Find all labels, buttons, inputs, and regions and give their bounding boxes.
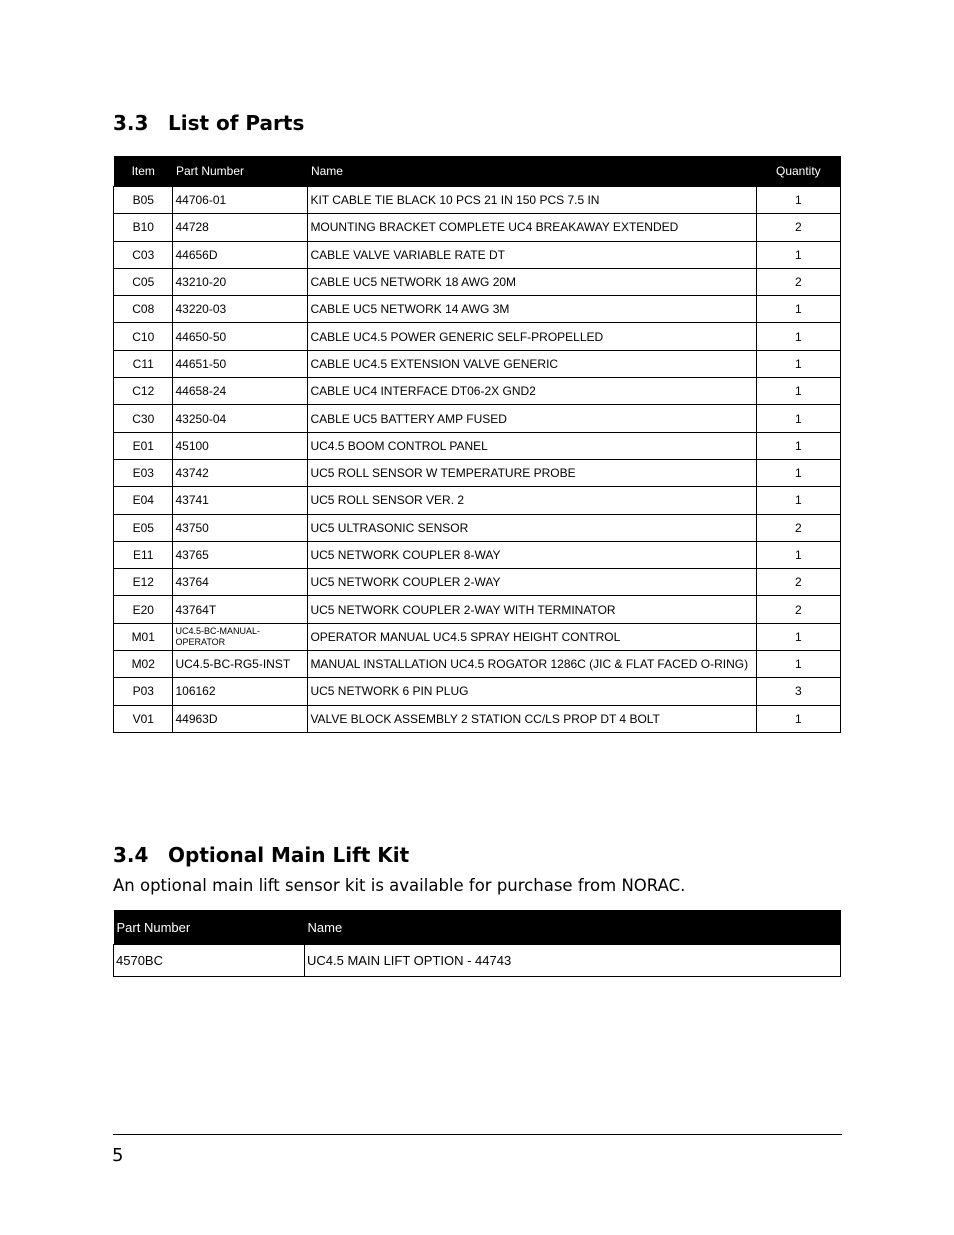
parts-table	[113, 156, 841, 733]
cell-name: CABLE UC5 BATTERY AMP FUSED	[308, 405, 756, 432]
table-row	[114, 241, 841, 268]
table-row	[114, 569, 841, 596]
section-title: List of Parts	[168, 111, 305, 135]
section-number: 3.4	[113, 843, 149, 867]
cell-part-number: 43210-20	[173, 268, 308, 295]
cell-item: V01	[114, 705, 173, 732]
header-name: Name	[308, 156, 756, 187]
cell-item: E20	[114, 596, 173, 623]
cell-part-number: 43750	[173, 514, 308, 541]
header-quantity: Quantity	[756, 156, 840, 187]
cell-quantity: 1	[756, 623, 840, 650]
table-row	[114, 187, 841, 214]
cell-item: C08	[114, 296, 173, 323]
cell-name: CABLE UC4.5 POWER GENERIC SELF-PROPELLED	[308, 323, 756, 350]
cell-quantity: 1	[756, 296, 840, 323]
page-number: 5	[112, 1145, 124, 1166]
header-part-number: Part Number	[114, 910, 305, 945]
table-row	[114, 678, 841, 705]
cell-part-number: 44728	[173, 214, 308, 241]
cell-quantity: 2	[756, 596, 840, 623]
cell-name: UC5 NETWORK COUPLER 2-WAY	[308, 569, 756, 596]
lift-table-body	[114, 945, 841, 977]
cell-name: UC5 NETWORK COUPLER 2-WAY WITH TERMINATOR	[308, 596, 756, 623]
header-part-number: Part Number	[173, 156, 308, 187]
table-row	[114, 378, 841, 405]
cell-name: UC5 NETWORK 6 PIN PLUG	[308, 678, 756, 705]
cell-quantity: 1	[756, 705, 840, 732]
section-heading-list-of-parts	[113, 111, 304, 135]
cell-quantity: 3	[756, 678, 840, 705]
cell-part-number: UC4.5-BC-RG5-INST	[173, 651, 308, 678]
cell-quantity: 1	[756, 378, 840, 405]
cell-name: MANUAL INSTALLATION UC4.5 ROGATOR 1286C (JIC & FLAT FACED O-RING)	[308, 651, 756, 678]
parts-table-body	[114, 187, 841, 733]
table-row	[114, 432, 841, 459]
table-row	[114, 268, 841, 295]
cell-quantity: 1	[756, 241, 840, 268]
cell-quantity: 2	[756, 214, 840, 241]
table-row	[114, 350, 841, 377]
table-row	[114, 459, 841, 486]
cell-name: UC4.5 MAIN LIFT OPTION - 44743	[305, 945, 841, 977]
header-item: Item	[114, 156, 173, 187]
cell-name: VALVE BLOCK ASSEMBLY 2 STATION CC/LS PROP DT 4 BOLT	[308, 705, 756, 732]
cell-quantity: 1	[756, 350, 840, 377]
cell-name: UC5 ROLL SENSOR VER. 2	[308, 487, 756, 514]
parts-table-header-row	[114, 156, 841, 187]
cell-part-number: 44650-50	[173, 323, 308, 350]
cell-item: C11	[114, 350, 173, 377]
table-row	[114, 514, 841, 541]
footer-rule	[113, 1134, 842, 1135]
cell-name: MOUNTING BRACKET COMPLETE UC4 BREAKAWAY EXTENDED	[308, 214, 756, 241]
table-row	[114, 705, 841, 732]
cell-name: CABLE UC5 NETWORK 14 AWG 3M	[308, 296, 756, 323]
cell-item: E05	[114, 514, 173, 541]
lift-kit-table	[113, 910, 841, 977]
cell-part-number: 44651-50	[173, 350, 308, 377]
table-row	[114, 623, 841, 650]
table-row	[114, 596, 841, 623]
cell-part-number: 106162	[173, 678, 308, 705]
cell-item: E03	[114, 459, 173, 486]
cell-item: E04	[114, 487, 173, 514]
cell-part-number: 43741	[173, 487, 308, 514]
cell-item: E01	[114, 432, 173, 459]
table-row	[114, 945, 841, 977]
cell-item: B10	[114, 214, 173, 241]
cell-name: UC4.5 BOOM CONTROL PANEL	[308, 432, 756, 459]
cell-item: M02	[114, 651, 173, 678]
cell-name: UC5 ROLL SENSOR W TEMPERATURE PROBE	[308, 459, 756, 486]
table-row	[114, 651, 841, 678]
cell-name: CABLE UC4.5 EXTENSION VALVE GENERIC	[308, 350, 756, 377]
cell-part-number: 44658-24	[173, 378, 308, 405]
section-number: 3.3	[113, 111, 149, 135]
cell-part-number: 45100	[173, 432, 308, 459]
cell-quantity: 1	[756, 459, 840, 486]
cell-item: E12	[114, 569, 173, 596]
cell-name: OPERATOR MANUAL UC4.5 SPRAY HEIGHT CONTROL	[308, 623, 756, 650]
table-row	[114, 487, 841, 514]
table-row	[114, 323, 841, 350]
lift-table-header-row	[114, 910, 841, 945]
table-row	[114, 214, 841, 241]
cell-quantity: 2	[756, 569, 840, 596]
cell-quantity: 2	[756, 514, 840, 541]
cell-name: UC5 NETWORK COUPLER 8-WAY	[308, 541, 756, 568]
header-name: Name	[305, 910, 841, 945]
cell-part-number: 44706-01	[173, 187, 308, 214]
cell-item: C05	[114, 268, 173, 295]
cell-name: KIT CABLE TIE BLACK 10 PCS 21 IN 150 PCS 7.5 IN	[308, 187, 756, 214]
cell-name: UC5 ULTRASONIC SENSOR	[308, 514, 756, 541]
section-title: Optional Main Lift Kit	[168, 843, 410, 867]
table-row	[114, 296, 841, 323]
cell-quantity: 2	[756, 268, 840, 295]
table-row	[114, 405, 841, 432]
cell-part-number: 44656D	[173, 241, 308, 268]
cell-item: E11	[114, 541, 173, 568]
cell-item: C30	[114, 405, 173, 432]
cell-quantity: 1	[756, 432, 840, 459]
cell-quantity: 1	[756, 187, 840, 214]
cell-part-number: 43764	[173, 569, 308, 596]
cell-part-number: 43250-04	[173, 405, 308, 432]
cell-item: C03	[114, 241, 173, 268]
section-heading-optional-main-lift-kit	[113, 843, 409, 867]
cell-quantity: 1	[756, 323, 840, 350]
table-row	[114, 541, 841, 568]
cell-item: B05	[114, 187, 173, 214]
cell-name: CABLE UC5 NETWORK 18 AWG 20M	[308, 268, 756, 295]
cell-part-number: 4570BC	[114, 945, 305, 977]
cell-part-number: 44963D	[173, 705, 308, 732]
cell-quantity: 1	[756, 651, 840, 678]
cell-quantity: 1	[756, 405, 840, 432]
cell-quantity: 1	[756, 541, 840, 568]
cell-part-number: 43765	[173, 541, 308, 568]
cell-part-number: 43742	[173, 459, 308, 486]
lift-kit-intro-text: An optional main lift sensor kit is available for purchase from NORAC.	[113, 876, 686, 895]
cell-name: CABLE UC4 INTERFACE DT06-2X GND2	[308, 378, 756, 405]
cell-item: C12	[114, 378, 173, 405]
cell-part-number: 43220-03	[173, 296, 308, 323]
cell-quantity: 1	[756, 487, 840, 514]
cell-name: CABLE VALVE VARIABLE RATE DT	[308, 241, 756, 268]
cell-part-number: UC4.5-BC-MANUAL-OPERATOR	[173, 623, 308, 650]
cell-item: C10	[114, 323, 173, 350]
cell-item: P03	[114, 678, 173, 705]
cell-item: M01	[114, 623, 173, 650]
cell-part-number: 43764T	[173, 596, 308, 623]
